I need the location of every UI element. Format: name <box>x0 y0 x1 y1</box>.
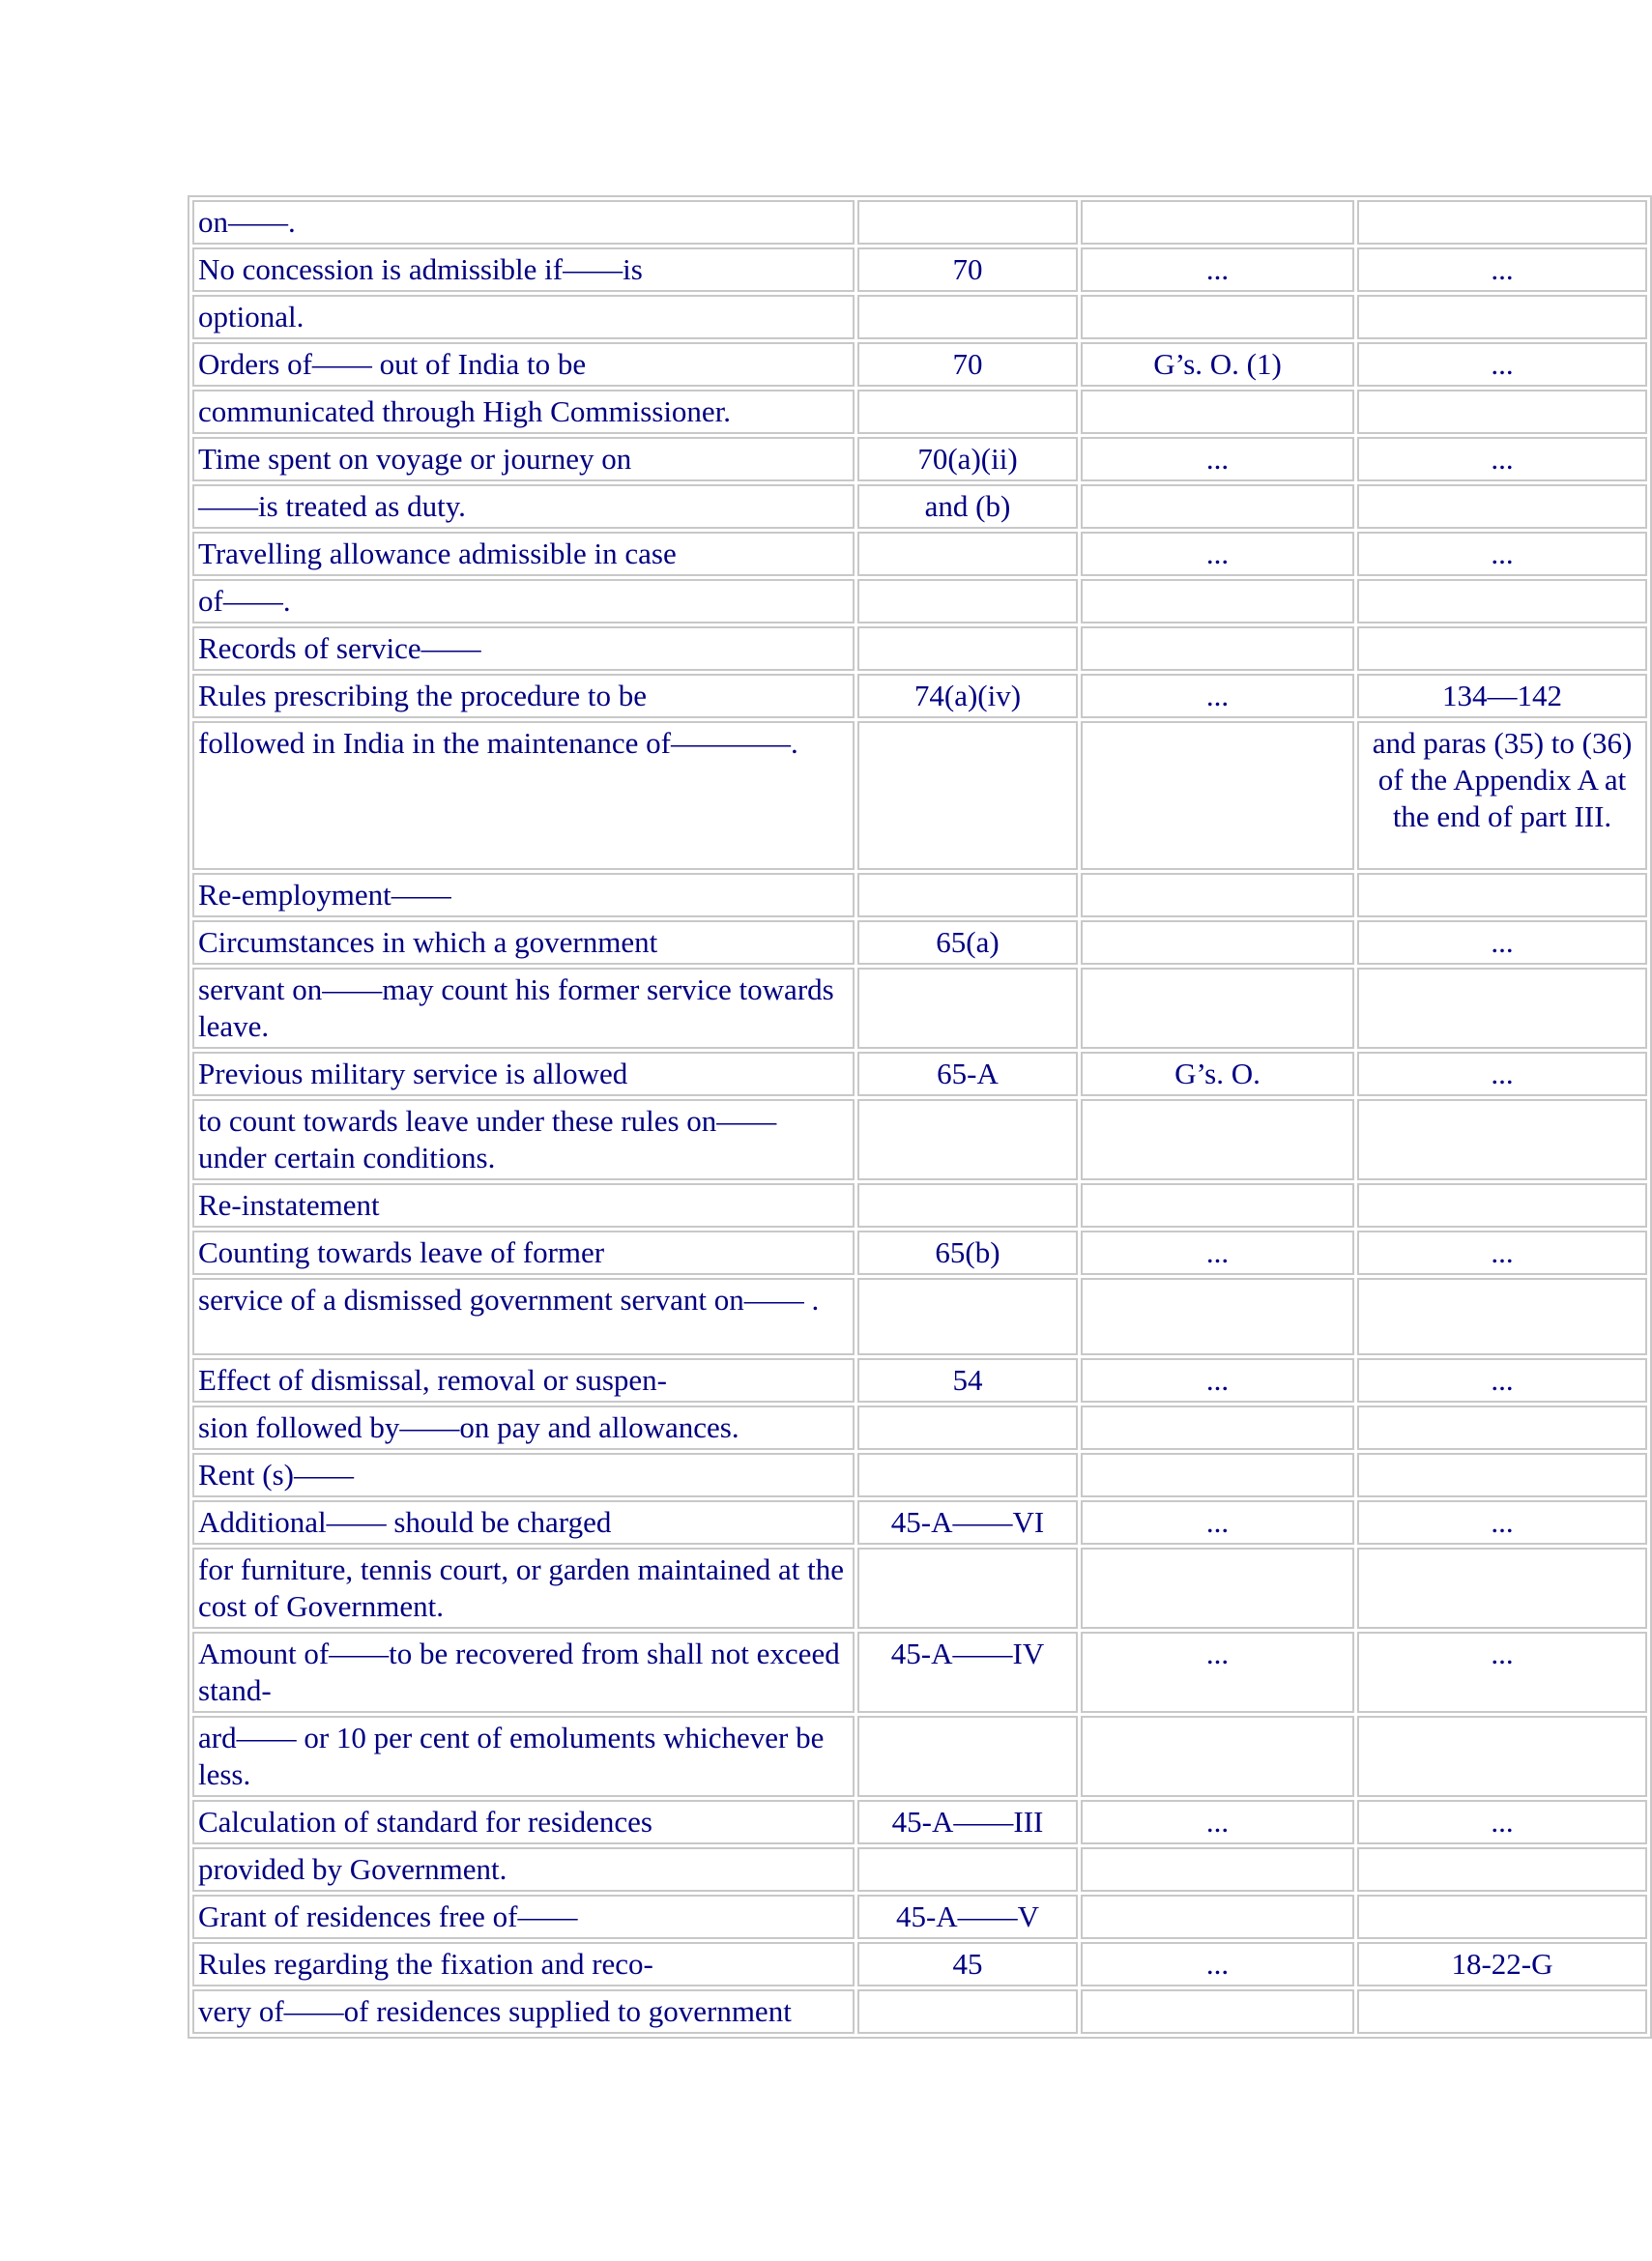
appendix-cell <box>1357 484 1647 529</box>
table-row <box>192 1278 1647 1355</box>
table-row <box>192 721 1647 870</box>
subject-cell: servant on——may count his former service towards leave. <box>192 968 855 1049</box>
table-row <box>192 1183 1647 1228</box>
table-row <box>192 968 1647 1049</box>
rule-cell: 65(a) <box>857 920 1078 965</box>
order-cell: ... <box>1081 247 1354 292</box>
order-cell <box>1081 1099 1354 1180</box>
rule-cell: 45-A——IV <box>857 1632 1078 1713</box>
rule-cell: 54 <box>857 1358 1078 1403</box>
appendix-cell <box>1357 1716 1647 1797</box>
rule-cell <box>857 721 1078 870</box>
appendix-cell: 134—142 <box>1357 674 1647 718</box>
table-row <box>192 390 1647 434</box>
table-row <box>192 484 1647 529</box>
subject-cell: Re-instatement <box>192 1183 855 1228</box>
table-row <box>192 532 1647 576</box>
table-row <box>192 1099 1647 1180</box>
index-table <box>188 195 1652 2039</box>
order-cell <box>1081 1989 1354 2034</box>
subject-cell: Records of service—— <box>192 626 855 671</box>
order-cell <box>1081 579 1354 623</box>
table-row <box>192 873 1647 917</box>
appendix-cell: ... <box>1357 1500 1647 1545</box>
table-row <box>192 1942 1647 1986</box>
subject-cell: Re-employment—— <box>192 873 855 917</box>
appendix-cell: ... <box>1357 1358 1647 1403</box>
order-cell: G’s. O. <box>1081 1052 1354 1096</box>
appendix-cell: ... <box>1357 247 1647 292</box>
subject-cell: to count towards leave under these rules on—— under certain conditions. <box>192 1099 855 1180</box>
subject-cell: ard—— or 10 per cent of emoluments whichever be less. <box>192 1716 855 1797</box>
order-cell <box>1081 484 1354 529</box>
appendix-cell <box>1357 1847 1647 1892</box>
table-row <box>192 1500 1647 1545</box>
table-row <box>192 247 1647 292</box>
table-row <box>192 1406 1647 1450</box>
table-body <box>192 200 1647 2034</box>
subject-cell: optional. <box>192 295 855 339</box>
appendix-cell: and paras (35) to (36) of the Appendix A at the end of part III. <box>1357 721 1647 870</box>
rule-cell <box>857 1099 1078 1180</box>
rule-cell <box>857 873 1078 917</box>
subject-cell: on——. <box>192 200 855 245</box>
appendix-cell <box>1357 390 1647 434</box>
appendix-cell: ... <box>1357 1052 1647 1096</box>
order-cell <box>1081 1716 1354 1797</box>
subject-cell: very of——of residences supplied to government <box>192 1989 855 2034</box>
order-cell <box>1081 1548 1354 1629</box>
rule-cell <box>857 968 1078 1049</box>
order-cell <box>1081 721 1354 870</box>
order-cell: ... <box>1081 1942 1354 1986</box>
appendix-cell <box>1357 873 1647 917</box>
rule-cell: 45 <box>857 1942 1078 1986</box>
rule-cell <box>857 1847 1078 1892</box>
rule-cell: 45-A——V <box>857 1895 1078 1939</box>
order-cell <box>1081 295 1354 339</box>
rule-cell: 70 <box>857 342 1078 387</box>
order-cell: ... <box>1081 532 1354 576</box>
subject-cell: No concession is admissible if——is <box>192 247 855 292</box>
subject-cell: Effect of dismissal, removal or suspen- <box>192 1358 855 1403</box>
appendix-cell <box>1357 1278 1647 1355</box>
subject-cell: Time spent on voyage or journey on <box>192 437 855 481</box>
subject-cell: Orders of—— out of India to be <box>192 342 855 387</box>
appendix-cell: ... <box>1357 1231 1647 1275</box>
table-row <box>192 437 1647 481</box>
appendix-cell <box>1357 1099 1647 1180</box>
order-cell <box>1081 1847 1354 1892</box>
subject-cell: for furniture, tennis court, or garden maintained at the cost of Government. <box>192 1548 855 1629</box>
appendix-cell: ... <box>1357 342 1647 387</box>
subject-cell: Rent (s)—— <box>192 1453 855 1497</box>
rule-cell: and (b) <box>857 484 1078 529</box>
table-row <box>192 1453 1647 1497</box>
subject-cell: Rules prescribing the procedure to be <box>192 674 855 718</box>
order-cell <box>1081 390 1354 434</box>
rule-cell <box>857 626 1078 671</box>
rule-cell: 65-A <box>857 1052 1078 1096</box>
order-cell: ... <box>1081 1632 1354 1713</box>
appendix-cell <box>1357 579 1647 623</box>
order-cell: ... <box>1081 1358 1354 1403</box>
rule-cell <box>857 295 1078 339</box>
rule-cell <box>857 1716 1078 1797</box>
table-row <box>192 1989 1647 2034</box>
appendix-cell <box>1357 295 1647 339</box>
rule-cell <box>857 1453 1078 1497</box>
appendix-cell: ... <box>1357 1632 1647 1713</box>
subject-cell: Travelling allowance admissible in case <box>192 532 855 576</box>
table-row <box>192 1800 1647 1844</box>
order-cell: G’s. O. (1) <box>1081 342 1354 387</box>
rule-cell <box>857 1989 1078 2034</box>
order-cell <box>1081 200 1354 245</box>
order-cell <box>1081 920 1354 965</box>
appendix-cell <box>1357 1183 1647 1228</box>
subject-cell: Counting towards leave of former <box>192 1231 855 1275</box>
appendix-cell: ... <box>1357 437 1647 481</box>
subject-cell: followed in India in the maintenance of————. <box>192 721 855 870</box>
order-cell: ... <box>1081 1231 1354 1275</box>
rule-cell: 70 <box>857 247 1078 292</box>
subject-cell: Rules regarding the fixation and reco- <box>192 1942 855 1986</box>
appendix-cell <box>1357 968 1647 1049</box>
table-row <box>192 1895 1647 1939</box>
order-cell <box>1081 1406 1354 1450</box>
table-row <box>192 1632 1647 1713</box>
table-row <box>192 674 1647 718</box>
rule-cell <box>857 1548 1078 1629</box>
appendix-cell: ... <box>1357 920 1647 965</box>
table-row <box>192 342 1647 387</box>
appendix-cell <box>1357 1453 1647 1497</box>
rule-cell <box>857 579 1078 623</box>
rule-cell <box>857 200 1078 245</box>
subject-cell: ——is treated as duty. <box>192 484 855 529</box>
order-cell <box>1081 626 1354 671</box>
order-cell: ... <box>1081 1500 1354 1545</box>
appendix-cell <box>1357 1548 1647 1629</box>
rule-cell: 74(a)(iv) <box>857 674 1078 718</box>
table-row <box>192 1548 1647 1629</box>
rule-cell: 70(a)(ii) <box>857 437 1078 481</box>
table-row <box>192 1358 1647 1403</box>
table-row <box>192 1052 1647 1096</box>
table-row <box>192 1847 1647 1892</box>
order-cell: ... <box>1081 437 1354 481</box>
table-row <box>192 920 1647 965</box>
subject-cell: Amount of——to be recovered from shall not exceed stand- <box>192 1632 855 1713</box>
rule-cell <box>857 1406 1078 1450</box>
subject-cell: Additional—— should be charged <box>192 1500 855 1545</box>
subject-cell: Previous military service is allowed <box>192 1052 855 1096</box>
appendix-cell <box>1357 626 1647 671</box>
subject-cell: sion followed by——on pay and allowances. <box>192 1406 855 1450</box>
order-cell <box>1081 873 1354 917</box>
table-row <box>192 1231 1647 1275</box>
appendix-cell: ... <box>1357 1800 1647 1844</box>
order-cell <box>1081 968 1354 1049</box>
subject-cell: Calculation of standard for residences <box>192 1800 855 1844</box>
rule-cell <box>857 532 1078 576</box>
table-row <box>192 626 1647 671</box>
table-row <box>192 295 1647 339</box>
appendix-cell <box>1357 1406 1647 1450</box>
subject-cell: service of a dismissed government servant on—— . <box>192 1278 855 1355</box>
subject-cell: communicated through High Commissioner. <box>192 390 855 434</box>
rule-cell <box>857 390 1078 434</box>
rule-cell <box>857 1183 1078 1228</box>
order-cell <box>1081 1278 1354 1355</box>
rule-cell: 65(b) <box>857 1231 1078 1275</box>
subject-cell: of——. <box>192 579 855 623</box>
order-cell <box>1081 1895 1354 1939</box>
rule-cell <box>857 1278 1078 1355</box>
subject-cell: Grant of residences free of—— <box>192 1895 855 1939</box>
order-cell: ... <box>1081 1800 1354 1844</box>
appendix-cell <box>1357 1989 1647 2034</box>
subject-cell: provided by Government. <box>192 1847 855 1892</box>
appendix-cell <box>1357 1895 1647 1939</box>
rule-cell: 45-A——VI <box>857 1500 1078 1545</box>
appendix-cell: 18-22-G <box>1357 1942 1647 1986</box>
rule-cell: 45-A——III <box>857 1800 1078 1844</box>
table-row <box>192 200 1647 245</box>
appendix-cell: ... <box>1357 532 1647 576</box>
table-row <box>192 1716 1647 1797</box>
table-row <box>192 579 1647 623</box>
appendix-cell <box>1357 200 1647 245</box>
order-cell <box>1081 1453 1354 1497</box>
order-cell <box>1081 1183 1354 1228</box>
order-cell: ... <box>1081 674 1354 718</box>
subject-cell: Circumstances in which a government <box>192 920 855 965</box>
